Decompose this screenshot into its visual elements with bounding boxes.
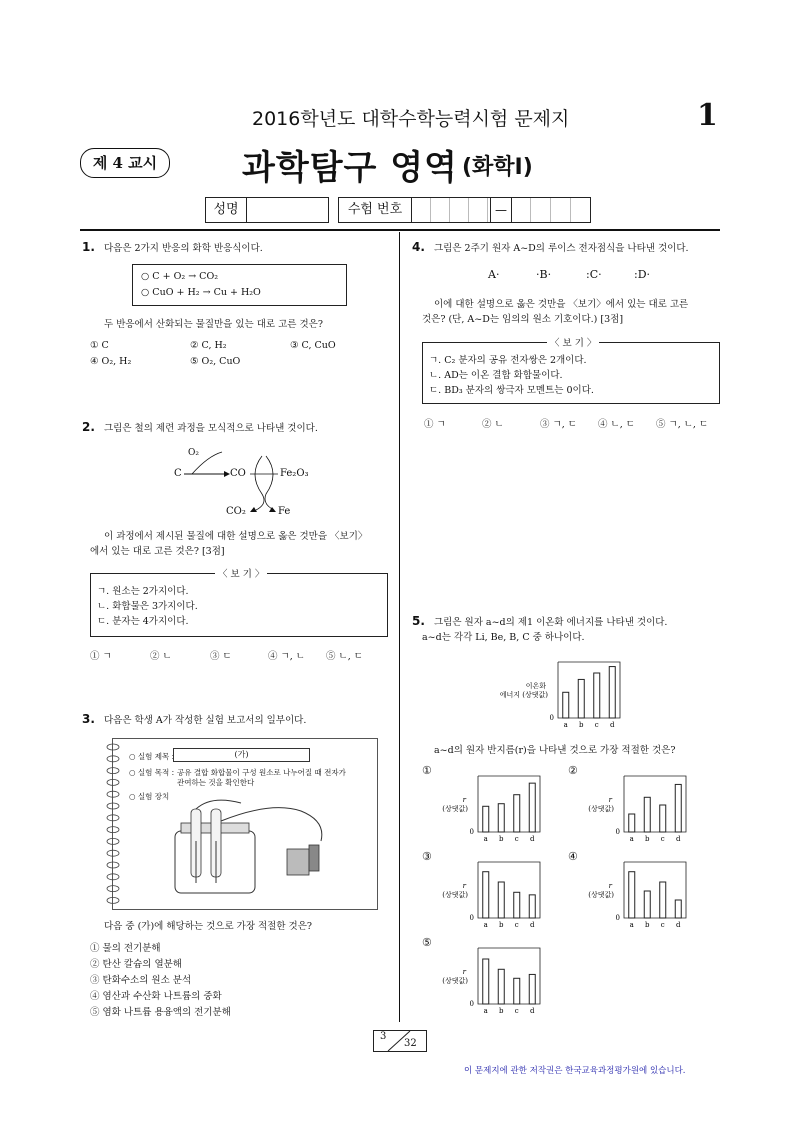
bar-c [660, 805, 666, 832]
q5-option-1-chart [420, 770, 550, 846]
q2-question-2: 에서 있는 대로 고른 것은? [3점] [90, 546, 225, 557]
y-zero-label: 0 [469, 1000, 474, 1008]
y-zero-label: 0 [469, 828, 474, 836]
bar-chart-svg [420, 856, 550, 932]
exam-number-digits-1[interactable] [412, 198, 489, 222]
bar-d [529, 895, 535, 918]
y-axis-label: r [608, 796, 612, 804]
bar-a [629, 814, 635, 832]
q2-fe: Fe [278, 506, 291, 517]
q5-option-2-chart [566, 770, 696, 846]
bar-chart-svg [420, 942, 550, 1018]
q4-choice-4[interactable]: ④ ㄴ, ㄷ [598, 419, 635, 430]
q4-bogi-box [422, 338, 720, 404]
q4-choice-2[interactable]: ② ㄴ [482, 419, 504, 430]
q1-reaction-1: ○ C + O₂ → CO₂ [141, 271, 219, 282]
header-rule [80, 229, 720, 231]
q4-lewis-c: :C· [586, 268, 602, 281]
bar-b [644, 891, 650, 918]
q4-choice-5[interactable]: ⑤ ㄱ, ㄴ, ㄷ [656, 419, 709, 430]
q2-choice-2[interactable]: ② ㄴ [150, 651, 172, 662]
copyright-notice: 이 문제지에 관한 저작권은 한국교육과정평가원에 있습니다. [464, 1066, 686, 1076]
x-tick-label: c [660, 835, 665, 843]
notebook-ring [107, 744, 119, 750]
column-divider [399, 232, 400, 1022]
q1-choice-3[interactable]: ③ C, CuO [290, 340, 336, 351]
q1-choice-2[interactable]: ② C, H₂ [190, 340, 227, 351]
bar-c [514, 795, 520, 832]
x-tick-label: c [514, 835, 519, 843]
subject-subtitle: (화학Ⅰ) [462, 155, 533, 180]
x-tick-label: a [483, 921, 488, 929]
q4-choice-1[interactable]: ① ㄱ [424, 419, 446, 430]
x-tick-label: c [660, 921, 665, 929]
y-axis-unit: (상댓값) [442, 891, 468, 899]
q1-reaction-box [132, 264, 347, 306]
q4-question-1: 이에 대한 설명으로 옳은 것만을 〈보기〉에서 있는 대로 고른 [434, 299, 689, 310]
q5-choice-2[interactable]: ② [568, 764, 578, 777]
exam-number-box [338, 197, 591, 223]
y-zero-label: 0 [615, 914, 620, 922]
y-axis-label: r [462, 882, 466, 890]
q2-co2: CO₂ [226, 506, 246, 517]
q5-question: a~d의 원자 반지름(r)을 나타낸 것으로 가장 적절한 것은? [434, 745, 676, 756]
q2-text: 그림은 철의 제련 과정을 모식적으로 나타낸 것이다. [104, 423, 318, 434]
bar-chart-svg [566, 770, 696, 846]
notebook-ring [107, 874, 119, 880]
q2-bogi-1: ㄱ. 원소는 2가지이다. [97, 586, 189, 597]
notebook-ring [107, 779, 119, 785]
bar-a [629, 872, 635, 918]
y-axis-label: 이온화 [525, 682, 546, 690]
exam-title: 2016학년도 대학수학능력시험 문제지 [252, 108, 570, 130]
notebook-ring [107, 886, 119, 892]
q3-number: 3. [82, 712, 95, 726]
q1-number: 1. [82, 240, 95, 254]
y-axis-unit: (상댓값) [588, 891, 614, 899]
q4-choice-3[interactable]: ③ ㄱ, ㄷ [540, 419, 577, 430]
x-tick-label: b [499, 835, 504, 843]
x-tick-label: b [645, 921, 650, 929]
x-tick-label: b [499, 921, 504, 929]
page-big-number: 1 [697, 98, 718, 133]
exam-number-label: 수험 번호 [339, 198, 412, 222]
q4-lewis-d: :D· [634, 268, 651, 281]
q3-choice-3[interactable]: ③ 탄화수소의 원소 분석 [90, 975, 192, 986]
x-tick-label: a [483, 1007, 488, 1015]
q3-report-title-label: ○ 실험 제목 : [129, 752, 175, 761]
bar-b [498, 969, 504, 1004]
q5-option-3-chart [420, 856, 550, 932]
y-zero-label: 0 [549, 714, 554, 722]
bar-a [483, 872, 489, 918]
period-label: 제 4 교시 [92, 154, 158, 172]
q2-o2: O₂ [188, 448, 199, 458]
notebook-ring [107, 827, 119, 833]
y-zero-label: 0 [469, 914, 474, 922]
page-total: 32 [404, 1038, 417, 1049]
q4-question-2: 것은? (단, A~D는 임의의 원소 기호이다.) [3점] [422, 314, 624, 325]
q3-report-device-label: ○ 실험 장치 [129, 792, 170, 801]
q4-bogi-3: ㄷ. BD₃ 분자의 쌍극자 모멘트는 0이다. [429, 385, 594, 396]
bar-a [483, 806, 489, 832]
notebook-ring [107, 850, 119, 856]
q1-choice-1[interactable]: ① C [90, 340, 109, 351]
q5-option-5-chart [420, 942, 550, 1018]
x-tick-label: d [610, 721, 615, 729]
bar-d [675, 784, 681, 832]
q3-choice-2[interactable]: ② 탄산 칼슘의 열분해 [90, 959, 182, 970]
bar-a [563, 692, 569, 718]
q2-question-1: 이 과정에서 제시된 물질에 대한 설명으로 옳은 것만을 〈보기〉 [104, 531, 368, 542]
q2-choice-1[interactable]: ① ㄱ [90, 651, 112, 662]
q5-text-1: 그림은 원자 a~d의 제1 이온화 에너지를 나타낸 것이다. [434, 617, 668, 628]
bar-d [609, 667, 615, 718]
bar-b [644, 797, 650, 832]
q1-question: 두 반응에서 산화되는 물질만을 있는 대로 고른 것은? [104, 319, 323, 330]
q5-choice-5[interactable]: ⑤ [422, 936, 432, 949]
q4-bogi-1: ㄱ. C₂ 분자의 공유 전자쌍은 2개이다. [429, 355, 587, 366]
q3-choice-5[interactable]: ⑤ 염화 나트륨 용융액의 전기분해 [90, 1007, 231, 1018]
bar-b [498, 882, 504, 918]
q2-number: 2. [82, 420, 95, 434]
q3-question: 다음 중 (가)에 해당하는 것으로 가장 적절한 것은? [104, 921, 313, 932]
exam-number-digits-2[interactable] [511, 198, 590, 222]
notebook-ring [107, 791, 119, 797]
q5-number: 5. [412, 614, 425, 628]
y-axis-unit: (상댓값) [442, 805, 468, 813]
q4-lewis-a: A· [488, 268, 500, 281]
page-current: 3 [380, 1031, 387, 1042]
y-axis-unit: (상댓값) [588, 805, 614, 813]
notebook-ring [107, 815, 119, 821]
q2-choice-4[interactable]: ④ ㄱ, ㄴ [268, 651, 305, 662]
bar-c [594, 673, 600, 718]
q3-report-purpose-1: 공유 결합 화합물이 구성 원소로 나누어질 때 전자가 [177, 768, 346, 777]
bar-chart-svg [420, 770, 550, 846]
notebook-ring [107, 803, 119, 809]
q2-c: C [174, 468, 182, 479]
q5-ionization-chart [500, 656, 630, 732]
y-axis-label: r [462, 968, 466, 976]
name-input[interactable] [247, 198, 328, 222]
x-tick-label: a [483, 835, 488, 843]
bar-d [675, 900, 681, 918]
q3-electrolysis-apparatus [161, 801, 361, 901]
subject-title: 과학탐구 영역 [242, 148, 458, 188]
bar-chart-svg [500, 656, 630, 732]
q2-bogi-3: ㄷ. 분자는 4가지이다. [97, 616, 189, 627]
q2-co: CO [230, 468, 246, 479]
bar-b [498, 804, 504, 832]
period-badge [80, 148, 170, 178]
q5-option-4-chart [566, 856, 696, 932]
x-tick-label: d [530, 1007, 535, 1015]
x-tick-label: c [514, 1007, 519, 1015]
y-axis-unit: 에너지 (상댓값) [499, 691, 548, 699]
q3-report-purpose-2: 관여하는 것을 확인한다 [177, 778, 255, 787]
exam-number-dash: — [490, 198, 512, 222]
bar-d [529, 974, 535, 1004]
notebook-ring [107, 756, 119, 762]
y-zero-label: 0 [615, 828, 620, 836]
bar-b [578, 679, 584, 718]
x-tick-label: c [594, 721, 599, 729]
q3-choice-1[interactable]: ① 물의 전기분해 [90, 943, 161, 954]
q5-choice-1[interactable]: ① [422, 764, 432, 777]
x-tick-label: c [514, 921, 519, 929]
x-tick-label: b [645, 835, 650, 843]
q2-fe2o3: Fe₂O₃ [280, 468, 309, 479]
q3-notebook-rings [103, 739, 123, 909]
bar-c [660, 882, 666, 918]
q2-choice-5[interactable]: ⑤ ㄴ, ㄷ [326, 651, 363, 662]
x-tick-label: a [563, 721, 568, 729]
bar-d [529, 783, 535, 832]
notebook-ring [107, 862, 119, 868]
q1-choice-4[interactable]: ④ O₂, H₂ [90, 356, 132, 367]
q5-choice-3[interactable]: ③ [422, 850, 432, 863]
q1-reaction-2: ○ CuO + H₂ → Cu + H₂O [141, 287, 261, 298]
notebook-ring [107, 897, 119, 903]
q2-smelting-diagram [170, 444, 330, 524]
q4-number: 4. [412, 240, 425, 254]
x-tick-label: b [499, 1007, 504, 1015]
x-tick-label: a [629, 921, 634, 929]
q3-text: 다음은 학생 A가 작성한 실험 보고서의 일부이다. [104, 715, 307, 726]
notebook-ring [107, 838, 119, 844]
q4-text: 그림은 2주기 원자 A~D의 루이스 전자점식을 나타낸 것이다. [434, 243, 689, 254]
bar-chart-svg [566, 856, 696, 932]
q3-report-notebook [112, 738, 378, 910]
x-tick-label: d [530, 835, 535, 843]
q4-lewis-b: ·B· [536, 268, 552, 281]
x-tick-label: b [579, 721, 584, 729]
y-axis-label: r [462, 796, 466, 804]
name-box [205, 197, 329, 223]
x-tick-label: d [676, 921, 681, 929]
q5-text-2: a~d는 각각 Li, Be, B, C 중 하나이다. [422, 632, 585, 643]
y-axis-unit: (상댓값) [442, 977, 468, 985]
q2-bogi-box [90, 569, 388, 637]
q3-choice-4[interactable]: ④ 염산과 수산화 나트륨의 중화 [90, 991, 222, 1002]
q3-report-purpose-label: ○ 실험 목적 : [129, 768, 175, 777]
bar-c [514, 978, 520, 1004]
q1-choice-5[interactable]: ⑤ O₂, CuO [190, 356, 241, 367]
q4-bogi-title: 〈 보 기 〉 [547, 335, 599, 349]
q2-choice-3[interactable]: ③ ㄷ [210, 651, 232, 662]
q5-choice-4[interactable]: ④ [568, 850, 578, 863]
x-tick-label: a [629, 835, 634, 843]
q1-text: 다음은 2가지 반응의 화학 반응식이다. [104, 243, 263, 254]
page-counter [373, 1030, 427, 1052]
q3-report-title-value: (가) [173, 748, 310, 762]
q4-bogi-2: ㄴ. AD는 이온 결합 화합물이다. [429, 370, 563, 381]
name-label: 성명 [206, 198, 247, 222]
bar-c [514, 892, 520, 918]
q2-bogi-2: ㄴ. 화합물은 3가지이다. [97, 601, 198, 612]
x-tick-label: d [676, 835, 681, 843]
bar-a [483, 959, 489, 1004]
x-tick-label: d [530, 921, 535, 929]
q2-bogi-title: 〈 보 기 〉 [215, 566, 267, 580]
y-axis-label: r [608, 882, 612, 890]
notebook-ring [107, 768, 119, 774]
